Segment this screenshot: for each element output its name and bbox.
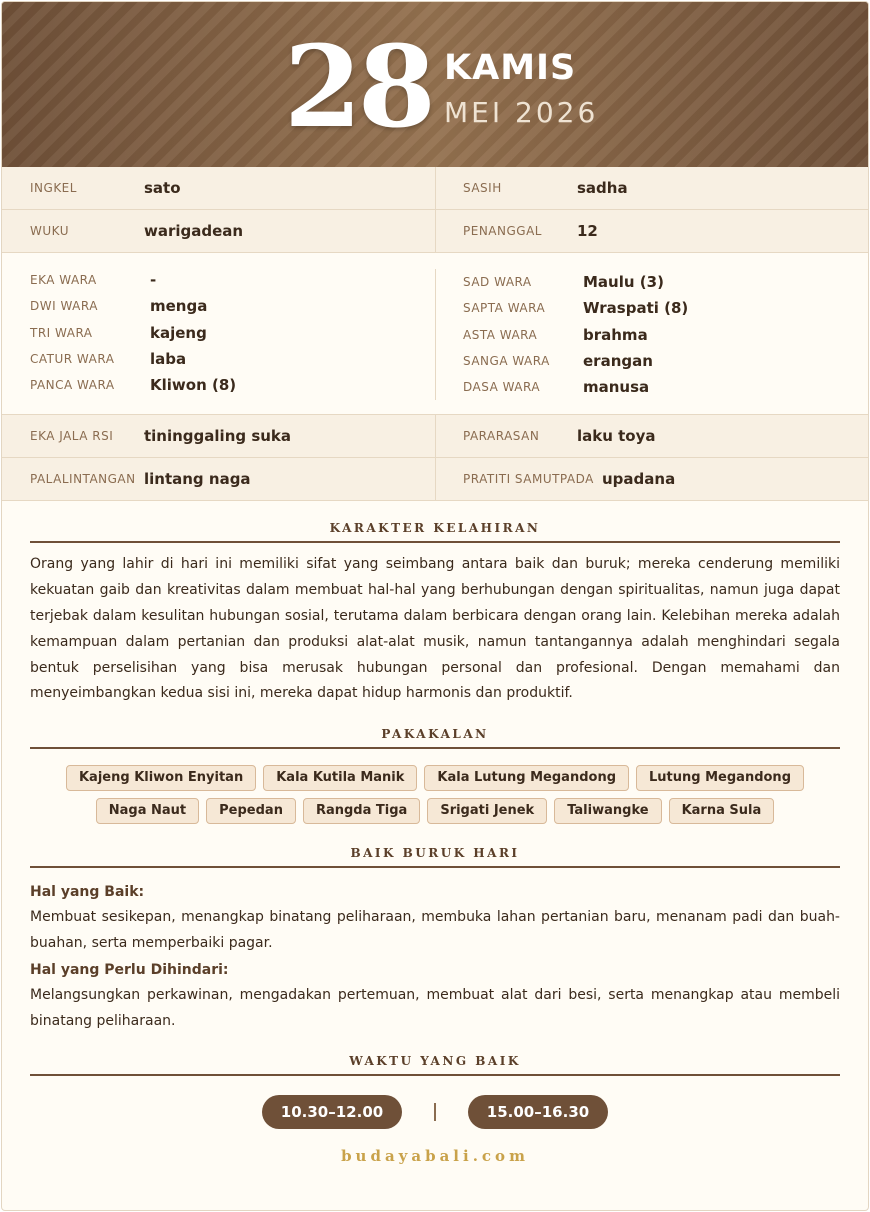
info-cell-wuku bbox=[2, 210, 435, 252]
pakakalan-tag: Kala Lutung Megandong bbox=[424, 765, 629, 791]
month-year: MEI 2026 bbox=[444, 96, 599, 129]
info-value: 12 bbox=[577, 222, 598, 240]
wara-value: menga bbox=[150, 297, 208, 316]
wara-label: ASTA WARA bbox=[463, 327, 538, 342]
info-label: INGKEL bbox=[30, 181, 77, 195]
pakakalan-tag: Taliwangke bbox=[554, 798, 661, 824]
wara-row bbox=[463, 348, 868, 374]
wara-grid bbox=[2, 253, 868, 415]
avoid-text: Melangsungkan perkawinan, mengadakan pertemuan, membuat alat dari besi, serta menangkap atau membeli binatang peliharaan. bbox=[30, 986, 840, 1029]
info-value: tininggaling suka bbox=[144, 427, 292, 446]
wara-value: Kliwon (8) bbox=[150, 376, 237, 395]
wara-row bbox=[463, 322, 868, 348]
pakakalan-tag: Lutung Megandong bbox=[636, 765, 804, 791]
wara-value: laba bbox=[150, 350, 187, 369]
time-slot-pill: 15.00–16.30 bbox=[468, 1095, 608, 1129]
wara-value: Maulu (3) bbox=[583, 273, 664, 292]
info-row-eka-jala-rsi bbox=[2, 415, 868, 458]
time-separator bbox=[434, 1103, 436, 1121]
wara-label: SAPTA WARA bbox=[463, 301, 546, 316]
wara-label: DWI WARA bbox=[30, 299, 98, 314]
wara-column-right bbox=[435, 269, 868, 400]
section-title: KARAKTER KELAHIRAN bbox=[30, 521, 840, 543]
info-cell-palalintangan bbox=[2, 458, 435, 500]
date-header bbox=[2, 2, 868, 167]
wara-label: TRI WARA bbox=[30, 325, 93, 340]
avoid-heading: Hal yang Perlu Dihindari: bbox=[30, 961, 229, 978]
wara-value: kajeng bbox=[150, 323, 207, 342]
pakakalan-section bbox=[2, 727, 868, 824]
wara-label: DASA WARA bbox=[463, 380, 541, 395]
info-value: sato bbox=[144, 179, 181, 197]
info-row-ingkel bbox=[2, 167, 868, 210]
info-label: PENANGGAL bbox=[463, 224, 542, 238]
pakakalan-tag: Pepedan bbox=[206, 798, 296, 824]
wara-column-left bbox=[2, 267, 435, 402]
wara-value: - bbox=[150, 271, 157, 290]
pakakalan-tag: Kajeng Kliwon Enyitan bbox=[66, 765, 256, 791]
info-cell-pratiti-samutpada bbox=[435, 458, 868, 500]
karakter-section bbox=[2, 521, 868, 707]
baik-buruk-section bbox=[2, 846, 868, 1034]
section-title: BAIK BURUK HARI bbox=[30, 846, 840, 868]
wara-row bbox=[463, 269, 868, 295]
wara-row bbox=[30, 372, 435, 398]
good-text: Membuat sesikepan, menangkap binatang peliharaan, membuka lahan pertanian baru, menanam padi dan buah-buahan, serta memperbaiki pagar. bbox=[30, 909, 840, 952]
footer-site: budayabali.com bbox=[341, 1147, 529, 1166]
wara-value: Wraspati (8) bbox=[583, 299, 689, 318]
wara-row bbox=[463, 374, 868, 400]
wara-value: brahma bbox=[583, 325, 648, 344]
info-label: PARARASAN bbox=[463, 429, 540, 444]
wara-label: SANGA WARA bbox=[463, 354, 550, 369]
section-title: PAKAKALAN bbox=[30, 727, 840, 749]
info-cell-ingkel bbox=[2, 167, 435, 209]
info-value: upadana bbox=[602, 470, 676, 489]
info-value: laku toya bbox=[577, 427, 656, 446]
info-value: warigadean bbox=[144, 222, 244, 240]
info-cell-eka-jala-rsi bbox=[2, 415, 435, 457]
info-cell-sasih bbox=[435, 167, 868, 209]
info-label: WUKU bbox=[30, 224, 69, 238]
time-slot-pill: 10.30–12.00 bbox=[262, 1095, 402, 1129]
pakakalan-tag: Kala Kutila Manik bbox=[263, 765, 417, 791]
info-cell-penanggal bbox=[435, 210, 868, 252]
info-label: PALALINTANGAN bbox=[30, 472, 136, 487]
info-label: SASIH bbox=[463, 181, 502, 195]
info-value: lintang naga bbox=[144, 470, 251, 489]
info-label: PRATITI SAMUTPADA bbox=[463, 472, 594, 487]
wara-label: SAD WARA bbox=[463, 275, 532, 290]
info-label: EKA JALA RSI bbox=[30, 429, 114, 444]
info-row-palalintangan bbox=[2, 458, 868, 501]
pakakalan-tag: Rangda Tiga bbox=[303, 798, 420, 824]
pakakalan-tags bbox=[30, 765, 840, 824]
wara-row bbox=[30, 346, 435, 372]
wara-row bbox=[30, 267, 435, 293]
info-row-wuku bbox=[2, 210, 868, 253]
day-name: KAMIS bbox=[444, 48, 577, 88]
pakakalan-tag: Srigati Jenek bbox=[427, 798, 547, 824]
pakakalan-tag: Naga Naut bbox=[96, 798, 199, 824]
wara-row bbox=[30, 320, 435, 346]
karakter-text: Orang yang lahir di hari ini memiliki sifat yang seimbang antara baik dan buruk; mereka cenderung memiliki kekuatan gaib dan kreativitas dalam membuat hal-hal yang berhubungan dengan spiritualitas, namun juga dapat terjebak dalam kesulitan hubungan sosial, terutama dalam berbicara dengan orang lain. Kelebihan mereka adalah kemampuan dalam pertanian dan produksi alat-alat musik, namun tantangannya adalah menghindari segala bentuk perselisihan yang bisa merusak hubungan personal dan profesional. Dengan memahami dan menyeimbangkan kedua sisi ini, mereka dapat hidup harmonis dan produktif. bbox=[30, 556, 840, 702]
day-number: 28 bbox=[284, 22, 432, 153]
wara-row bbox=[463, 295, 868, 321]
info-cell-pararasan bbox=[435, 415, 868, 457]
wara-row bbox=[30, 293, 435, 319]
wara-label: PANCA WARA bbox=[30, 378, 115, 393]
wara-value: manusa bbox=[583, 378, 650, 397]
time-slots bbox=[30, 1095, 840, 1129]
pakakalan-tag: Karna Sula bbox=[669, 798, 775, 824]
calendar-card bbox=[1, 1, 869, 1211]
waktu-section bbox=[2, 1054, 868, 1129]
wara-value: erangan bbox=[583, 352, 653, 371]
info-value: sadha bbox=[577, 179, 628, 197]
wara-label: EKA WARA bbox=[30, 273, 97, 288]
good-heading: Hal yang Baik: bbox=[30, 884, 145, 901]
wara-label: CATUR WARA bbox=[30, 352, 115, 367]
section-title: WAKTU YANG BAIK bbox=[30, 1054, 840, 1076]
